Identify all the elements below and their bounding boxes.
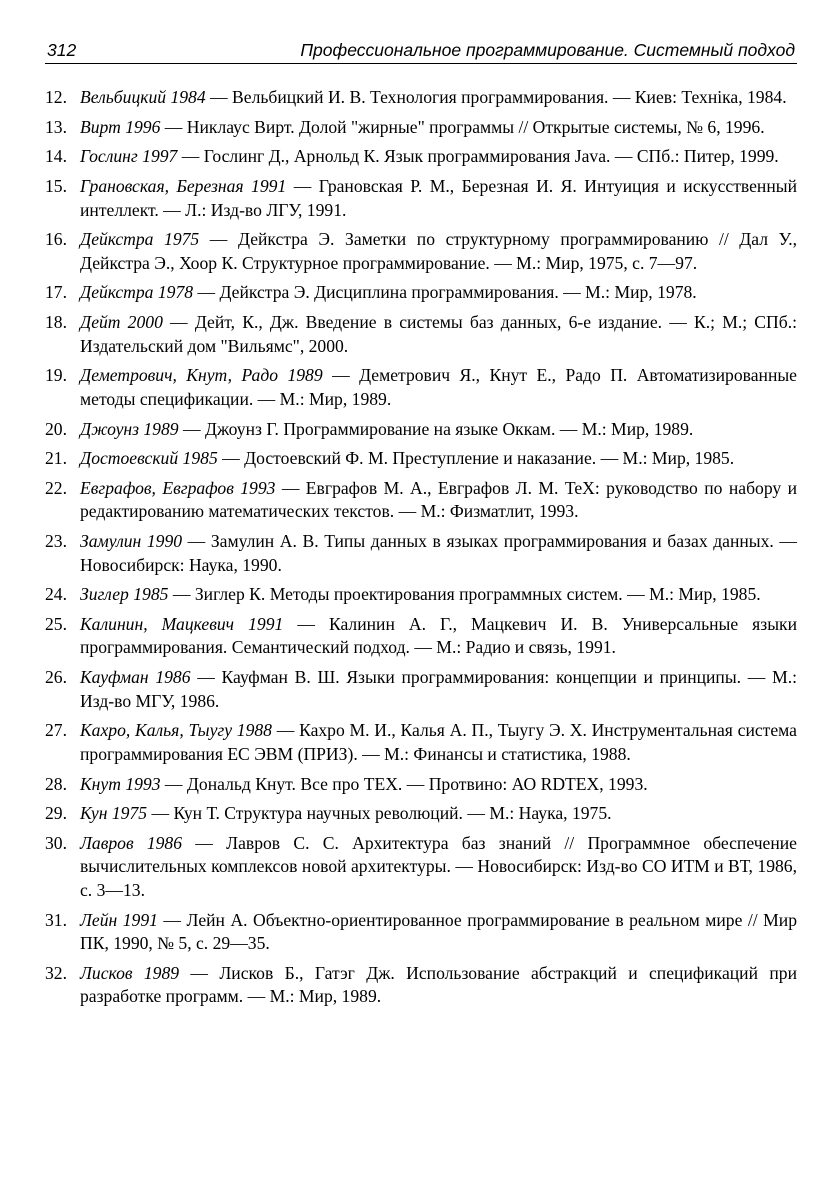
reference-entry	[45, 613, 797, 660]
reference-number: 30.	[45, 832, 67, 853]
reference-text: — Калинин А. Г., Мацкевич И. В. Универсальные языки программирования. Семантический подход. — М.: Радио и связь, 1991.	[80, 613, 798, 658]
reference-entry	[45, 281, 797, 305]
reference-number: 23.	[45, 531, 67, 552]
reference-text: — Кун Т. Структура научных революций. — М.: Наука, 1975.	[147, 803, 612, 824]
reference-key: Вельбицкий 1984	[80, 87, 206, 107]
reference-entry	[45, 364, 797, 411]
reference-entry	[45, 583, 797, 607]
reference-number: 15.	[45, 176, 67, 197]
reference-number: 29.	[45, 803, 67, 824]
book-title: Профессиональное программирование. Системный подход	[300, 40, 795, 60]
reference-entry	[45, 530, 797, 577]
reference-entry	[45, 802, 797, 826]
reference-list	[45, 86, 797, 1015]
reference-number: 13.	[45, 116, 67, 137]
reference-text: — Вельбицкий И. В. Технология программирования. — Киев: Техніка, 1984.	[205, 87, 787, 107]
reference-text: — Лейн А. Объектно-ориентированное программирование в реальном мире // Мир ПК, 1990, № 5, с. 29—35.	[80, 909, 797, 954]
reference-number: 12.	[45, 87, 67, 107]
reference-entry	[45, 719, 797, 766]
reference-text: — Кахро М. И., Калья А. П., Тыугу Э. Х. Инструментальная система программирования ЕС ЭВМ (ПРИЗ). — М.: Финансы и статистика, 1988.	[80, 720, 797, 764]
reference-key: Кнут 1993	[80, 773, 161, 794]
reference-key: Кун 1975	[80, 803, 148, 824]
reference-number: 26.	[45, 667, 67, 688]
reference-number: 14.	[45, 146, 67, 167]
reference-key: Зиглер 1985	[80, 584, 169, 605]
reference-key: Калинин, Мацкевич 1991	[80, 613, 284, 634]
reference-text: — Грановская Р. М., Березная И. Я. Интуиция и искусственный интеллект. — Л.: Изд-во ЛГУ, 1991.	[80, 176, 797, 220]
reference-key: Лейн 1991	[80, 909, 158, 930]
reference-text: — Дейкстра Э. Заметки по структурному программированию // Дал У., Дейкстра Э., Хоор К. Структурное программирование. — М.: Мир, 1975, с. 7—97.	[80, 229, 797, 273]
reference-entry	[45, 145, 797, 169]
reference-entry	[45, 86, 797, 110]
reference-number: 17.	[45, 282, 67, 303]
reference-entry	[45, 909, 797, 956]
reference-entry	[45, 418, 797, 442]
reference-key: Джоунз 1989	[80, 418, 179, 439]
reference-key: Дейкстра 1975	[80, 229, 200, 250]
reference-text: — Никлаус Вирт. Долой "жирные" программы // Открытые системы, № 6, 1996.	[160, 116, 765, 137]
reference-entry	[45, 228, 797, 275]
reference-number: 24.	[45, 584, 67, 605]
reference-number: 32.	[45, 962, 67, 983]
reference-text: — Лисков Б., Гатэг Дж. Использование абстракций и спецификаций при разработке программ. — М.: Мир, 1989.	[80, 962, 797, 1007]
reference-key: Вирт 1996	[80, 116, 161, 137]
reference-entry	[45, 477, 797, 524]
reference-entry	[45, 447, 797, 471]
reference-key: Кауфман 1986	[80, 667, 191, 688]
reference-entry	[45, 311, 797, 358]
reference-entry	[45, 666, 797, 713]
reference-text: — Деметрович Я., Кнут Е., Радо П. Автоматизированные методы спецификации. — М.: Мир, 1989.	[80, 365, 797, 409]
reference-key: Деметрович, Кнут, Радо 1989	[80, 365, 323, 386]
reference-number: 25.	[45, 613, 67, 634]
reference-key: Грановская, Березная 1991	[80, 176, 287, 197]
reference-text: — Дейт, К., Дж. Введение в системы баз данных, 6-е издание. — К.; М.; СПб.: Издательский дом "Вильямс", 2000.	[80, 312, 797, 356]
reference-text: — Джоунз Г. Программирование на языке Оккам. — М.: Мир, 1989.	[178, 418, 694, 439]
reference-number: 22.	[45, 477, 67, 498]
reference-number: 21.	[45, 448, 67, 469]
reference-text: — Замулин А. В. Типы данных в языках программирования и базах данных. — Новосибирск: Наука, 1990.	[80, 531, 797, 575]
reference-number: 18.	[45, 312, 67, 333]
reference-key: Достоевский 1985	[80, 448, 218, 469]
page-number: 312	[47, 40, 77, 60]
reference-number: 28.	[45, 773, 67, 794]
reference-key: Дейкстра 1978	[80, 282, 194, 303]
reference-number: 27.	[45, 720, 67, 741]
reference-key: Кахро, Калья, Тыугу 1988	[80, 720, 272, 741]
reference-text: — Дональд Кнут. Все про TEX. — Протвино: АО RDTEX, 1993.	[160, 773, 648, 794]
reference-key: Замулин 1990	[80, 531, 183, 552]
reference-key: Лавров 1986	[80, 832, 183, 853]
reference-text: — Зиглер К. Методы проектирования программных систем. — М.: Мир, 1985.	[168, 584, 761, 605]
reference-entry	[45, 116, 797, 140]
reference-number: 19.	[45, 365, 67, 386]
reference-key: Дейт 2000	[80, 312, 163, 333]
reference-key: Гослинг 1997	[80, 146, 178, 167]
reference-text: — Гослинг Д., Арнольд К. Язык программирования Java. — СПб.: Питер, 1999.	[177, 146, 779, 167]
reference-entry	[45, 773, 797, 797]
reference-entry	[45, 175, 797, 222]
reference-entry	[45, 962, 797, 1009]
reference-number: 31.	[45, 909, 67, 930]
reference-number: 20.	[45, 418, 67, 439]
reference-text: — Достоевский Ф. М. Преступление и наказание. — М.: Мир, 1985.	[217, 448, 735, 469]
reference-text: — Лавров С. С. Архитектура баз знаний // Программное обеспечение вычислительных комплексов новой архитектуры. — Новосибирск: Изд-во СО ИТМ и ВТ, 1986, с. 3—13.	[80, 832, 797, 900]
reference-text: — Евграфов М. А., Евграфов Л. М. TeX: руководство по набору и редактированию математических текстов. — М.: Физматлит, 1993.	[80, 477, 797, 522]
reference-key: Евграфов, Евграфов 1993	[80, 477, 276, 498]
reference-text: — Кауфман В. Ш. Языки программирования: концепции и принципы. — М.: Изд-во МГУ, 1986.	[80, 667, 797, 711]
reference-key: Лисков 1989	[80, 962, 180, 983]
reference-entry	[45, 832, 797, 903]
reference-number: 16.	[45, 229, 67, 250]
running-header	[45, 37, 797, 64]
reference-text: — Дейкстра Э. Дисциплина программирования. — М.: Мир, 1978.	[193, 282, 697, 303]
